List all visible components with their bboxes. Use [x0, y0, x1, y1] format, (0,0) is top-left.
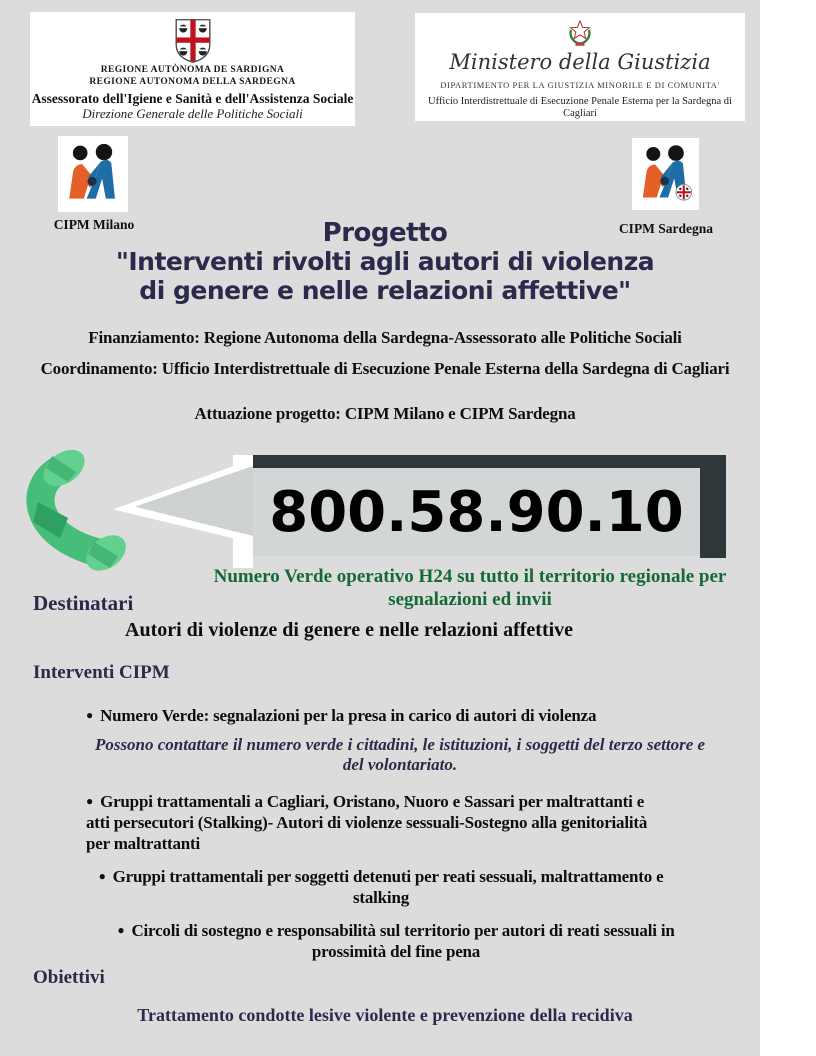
ufficio-line: Ufficio Interdistrettuale di Esecuzione Penale Esterna per la Sardegna di Cagliari [428, 96, 732, 119]
bullet-numero-verde [86, 705, 726, 726]
obiettivi-text: Trattamento condotte lesive violente e prevenzione della recidiva [137, 1005, 633, 1025]
project-title-line1: "Interventi rivolti agli autori di violenza [115, 247, 655, 276]
hotline-number: 800.58.90.10 [269, 479, 684, 545]
direzione-line: Direzione Generale delle Politiche Sociali [82, 106, 303, 121]
cipm-milano-label: CIPM Milano [53, 217, 135, 232]
numero-verde-note: Possono contattare il numero verde i cittadini, le istituzioni, i soggetti del terzo settore e del volontariato. [94, 735, 706, 774]
header-regione-sardegna [30, 12, 355, 126]
bullet-gruppi-detenuti [86, 866, 676, 908]
cipm-sardegna-logo [632, 138, 699, 210]
destinatari-heading: Destinatari [33, 591, 134, 615]
regione-name-sardo: REGIONE AUTÒNOMA DE SARDIGNA [100, 65, 285, 75]
bullet-text: Numero Verde: segnalazioni per la presa in carico di autori di violenza [100, 706, 597, 725]
cipm-handshake-icon [61, 140, 125, 208]
project-title-block [0, 219, 770, 305]
bullet-gruppi-territorio [86, 791, 661, 854]
coordinamento-line: Coordinamento: Ufficio Interdistrettuale di Esecuzione Penale Esterna della Sardegna di Cagliari [40, 359, 730, 378]
interventi-heading: Interventi CIPM [33, 662, 170, 683]
finanziamento-line: Finanziamento: Regione Autonoma della Sardegna-Assessorato alle Politiche Sociali [88, 328, 682, 347]
project-kicker: Progetto [322, 218, 448, 248]
header-ministero-giustizia [415, 13, 745, 121]
cipm-sardegna-label: CIPM Sardegna [618, 221, 714, 236]
regione-name-italiano: REGIONE AUTONOMA DELLA SARDEGNA [89, 77, 296, 87]
project-title-line2: di genere e nelle relazioni affettive" [139, 276, 631, 305]
cipm-milano-logo [58, 136, 128, 212]
bullet-icon: ● [86, 794, 94, 808]
obiettivi-heading: Obiettivi [33, 967, 105, 988]
attuazione-line: Attuazione progetto: CIPM Milano e CIPM Sardegna [194, 404, 576, 423]
cipm-handshake-sardegna-icon [635, 141, 696, 207]
bullet-text: Circoli di sostegno e responsabilità sul territorio per autori di reati sessuali in prossimità del fine pena [131, 921, 675, 961]
banner-top-bar [253, 455, 726, 468]
hotline-banner [253, 468, 700, 556]
sardinia-crest-icon [173, 18, 213, 64]
assessorato-line: Assessorato dell'Igiene e Sanità e dell'Assistenza Sociale [31, 91, 354, 106]
bullet-icon: ● [117, 923, 125, 937]
bullet-text: Gruppi trattamentali per soggetti detenuti per reati sessuali, maltrattamento e stalking [112, 867, 664, 907]
italy-emblem-icon [565, 18, 595, 48]
banner-right-bar [700, 455, 726, 558]
dipartimento-line: DIPARTIMENTO PER LA GIUSTIZIA MINORILE E DI COMUNITA' [440, 80, 720, 90]
destinatari-text: Autori di violenze di genere e nelle relazioni affettive [125, 619, 574, 641]
ministero-title: Ministero della Giustizia [449, 50, 711, 74]
page-right-margin [760, 0, 816, 1056]
hotline-caption: Numero Verde operativo H24 su tutto il territorio regionale per segnalazioni ed invii [213, 566, 727, 610]
bullet-icon: ● [98, 869, 106, 883]
bullet-text: Gruppi trattamentali a Cagliari, Oristano, Nuoro e Sassari per maltrattanti e atti persecutori (Stalking)- Autori di violenze sessuali-Sostegno alla genitorialità per maltrattanti [86, 792, 648, 853]
bullet-icon: ● [86, 708, 94, 722]
bullet-circoli-sostegno [86, 920, 706, 962]
